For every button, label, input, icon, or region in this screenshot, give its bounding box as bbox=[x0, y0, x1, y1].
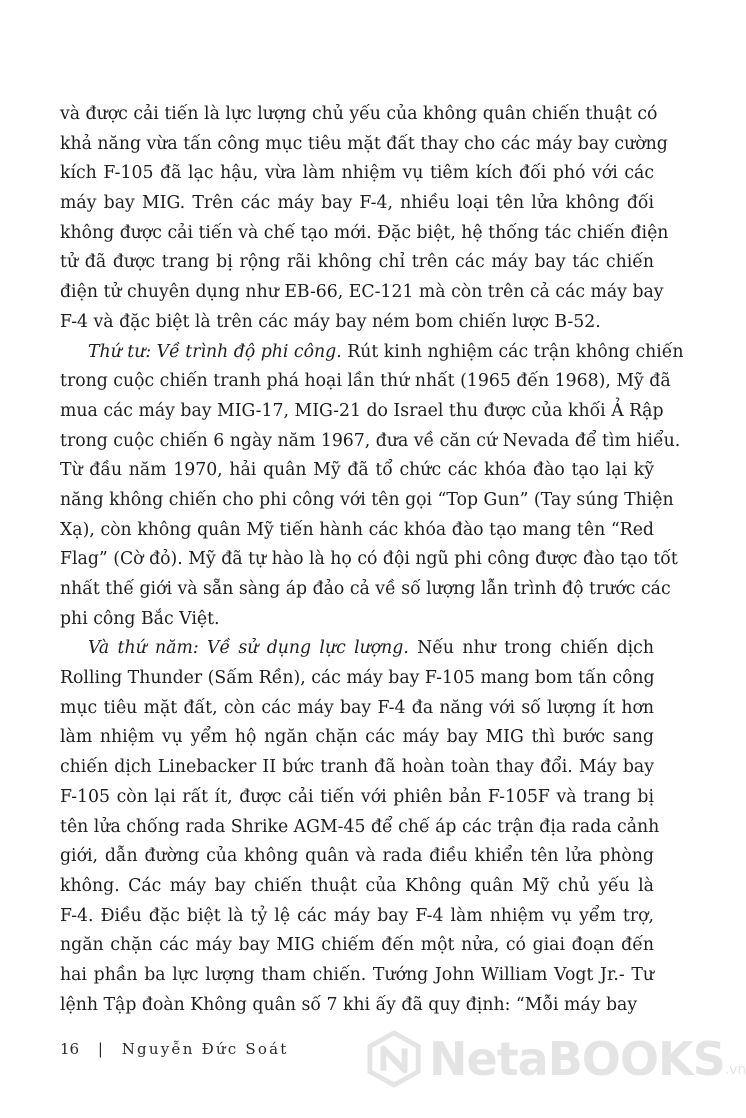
text-line: F-4. Điều đặc biệt là tỷ lệ các máy bay F-4 làm nhiệm vụ yểm trợ, bbox=[60, 905, 654, 926]
text-line: lệnh Tập đoàn Không quân số 7 khi ấy đã quy định: “Mỗi máy bay bbox=[60, 994, 638, 1015]
text-line: tử đã được trang bị rộng rãi không chỉ trên các máy bay tác chiến bbox=[60, 252, 654, 273]
text-line: không được cải tiến và chế tạo mới. Đặc biệt, hệ thống tác chiến điện bbox=[60, 222, 669, 243]
paragraph-text: Nếu như trong chiến dịch bbox=[408, 638, 654, 659]
text-line: máy bay MIG. Trên các máy bay F-4, nhiều loại tên lửa không đối bbox=[60, 193, 654, 214]
netabooks-watermark bbox=[365, 1030, 746, 1088]
text-line: mua các máy bay MIG-17, MIG-21 do Israel thu được của khối Ả Rập bbox=[60, 400, 664, 421]
text-line: khả năng vừa tấn công mục tiêu mặt đất thay cho các máy bay cường bbox=[60, 133, 668, 154]
watermark-suffix: .vn bbox=[724, 1062, 746, 1078]
text-line: trong cuộc chiến tranh phá hoại lần thứ nhất (1965 đến 1968), Mỹ đã bbox=[60, 371, 671, 392]
text-line: nhất thế giới và sẵn sàng áp đảo cả về số lượng lẫn trình độ trước các bbox=[60, 579, 671, 599]
paragraph-heading: Thứ tư: Về trình độ phi công. bbox=[88, 341, 342, 362]
author-name: Nguyễn Đức Soát bbox=[121, 1040, 289, 1058]
text-line: không. Các máy bay chiến thuật của Không quân Mỹ chủ yếu là bbox=[60, 875, 654, 896]
body-text bbox=[60, 100, 684, 1020]
page-number: 16 bbox=[60, 1040, 80, 1058]
text-line: năng không chiến cho phi công với tên gọi “Top Gun” (Tay súng Thiện bbox=[60, 489, 674, 510]
text-line: F-4 và đặc biệt là trên các máy bay ném bom chiến lược B-52. bbox=[60, 311, 601, 332]
watermark-text: NetaBOOKS bbox=[429, 1032, 725, 1086]
text-line: phi công Bắc Việt. bbox=[60, 608, 220, 629]
page-footer bbox=[60, 1040, 288, 1058]
text-line bbox=[60, 338, 684, 368]
paragraph-heading: Và thứ năm: Về sử dụng lực lượng. bbox=[88, 638, 409, 659]
text-line: mục tiêu mặt đất, còn các máy bay F-4 đa năng với số lượng ít hơn bbox=[60, 697, 654, 718]
text-line: trong cuộc chiến 6 ngày năm 1967, đưa về căn cứ Nevada để tìm hiểu. bbox=[60, 430, 681, 451]
text-line: điện tử chuyên dụng như EB-66, EC-121 mà còn trên cả các máy bay bbox=[60, 282, 664, 303]
text-line: F-105 còn lại rất ít, được cải tiến với phiên bản F-105F và trang bị bbox=[60, 786, 654, 807]
footer-separator: | bbox=[97, 1040, 103, 1058]
paragraph-text: Rút kinh nghiệm các trận không chiến bbox=[341, 341, 684, 362]
text-line: ngăn chặn các máy bay MIG chiếm đến một nửa, có giai đoạn đến bbox=[60, 935, 654, 956]
text-line bbox=[60, 634, 654, 664]
text-line: hai phần ba lực lượng tham chiến. Tướng John William Vogt Jr.- Tư bbox=[60, 964, 654, 985]
text-line: làm nhiệm vụ yểm hộ ngăn chặn các máy bay MIG thì bước sang bbox=[60, 727, 654, 748]
netabooks-logo-icon bbox=[365, 1030, 423, 1088]
text-line: và được cải tiến là lực lượng chủ yếu của không quân chiến thuật có bbox=[60, 104, 658, 124]
text-line: tên lửa chống rada Shrike AGM-45 để chế áp các trận địa rada cảnh bbox=[60, 816, 660, 837]
text-line: Xạ), còn không quân Mỹ tiến hành các khóa đào tạo mang tên “Red bbox=[60, 519, 654, 540]
text-line: Từ đầu năm 1970, hải quân Mỹ đã tổ chức các khóa đào tạo lại kỹ bbox=[60, 460, 654, 481]
text-line: kích F-105 đã lạc hậu, vừa làm nhiệm vụ tiêm kích đối phó với các bbox=[60, 163, 654, 184]
text-line: Flag” (Cờ đỏ). Mỹ đã tự hào là họ có đội ngũ phi công được đào tạo tốt bbox=[60, 549, 678, 570]
text-line: giới, dẫn đường của không quân và rada điều khiển tên lửa phòng bbox=[60, 846, 654, 867]
text-line: Rolling Thunder (Sấm Rền), các máy bay F-105 mang bom tấn công bbox=[60, 668, 655, 689]
text-line: chiến dịch Linebacker II bức tranh đã hoàn toàn thay đổi. Máy bay bbox=[60, 757, 654, 778]
